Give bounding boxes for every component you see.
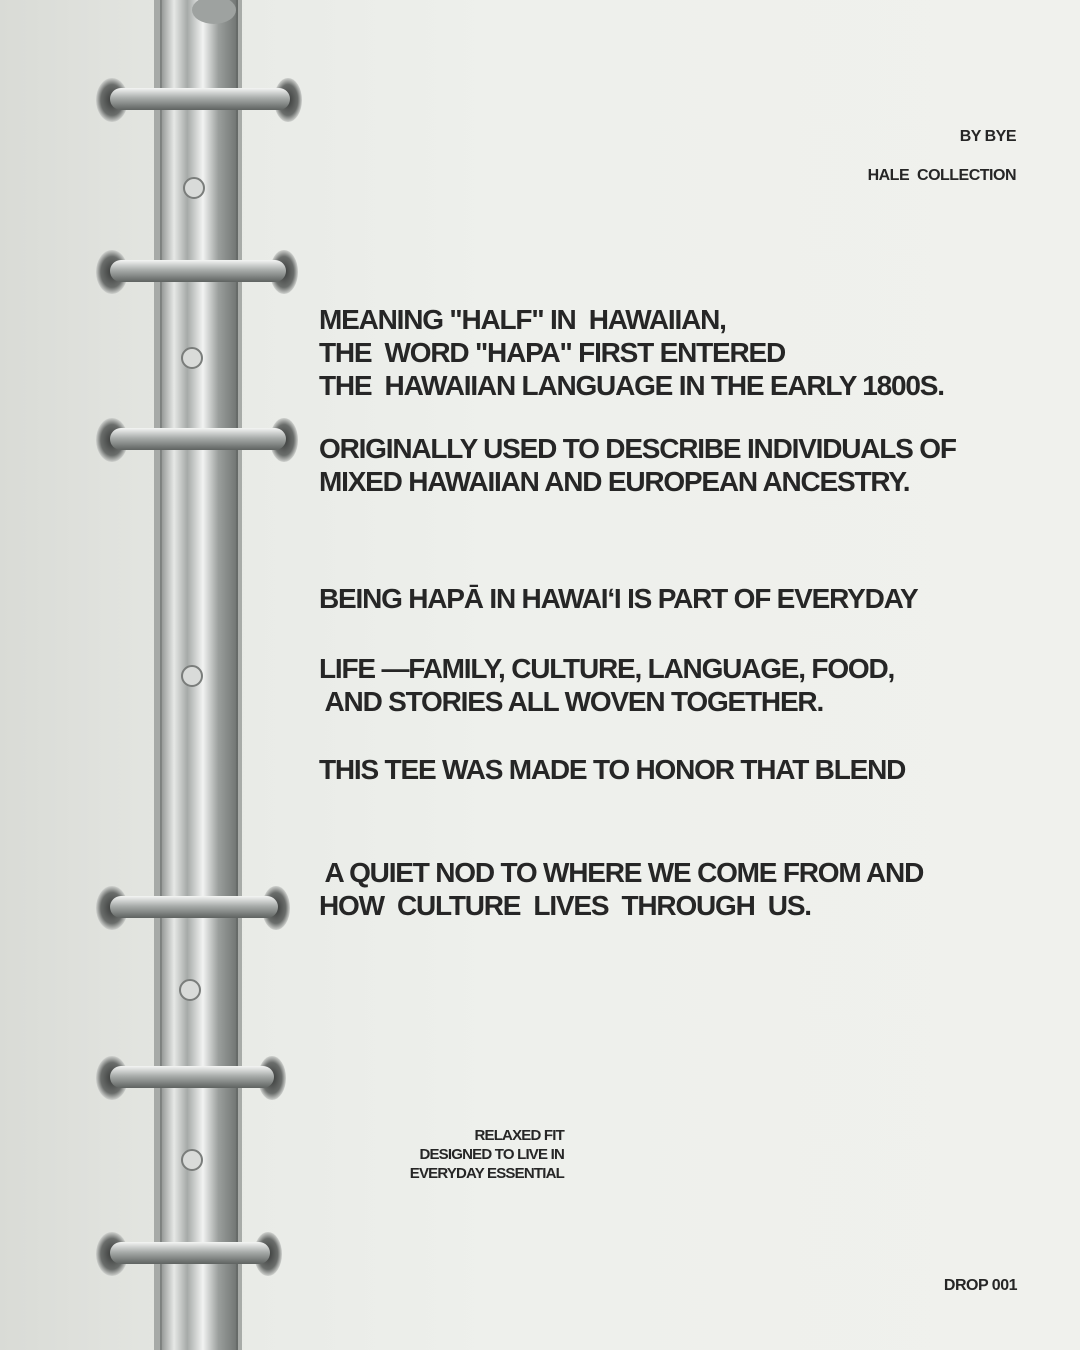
binder-spine-image — [0, 0, 320, 1350]
paragraph-meaning: MEANING "HALF" IN HAWAIIAN, THE WORD "HAPA" FIRST ENTERED THE HAWAIIAN LANGUAGE IN THE EARLY 1800S. — [319, 304, 944, 401]
fit-description — [410, 1126, 564, 1183]
fit-line-designed: DESIGNED TO LIVE IN — [419, 1146, 564, 1163]
paragraph-being-hapa: BEING HAPĀ IN HAWAIʻI IS PART OF EVERYDAY — [319, 583, 918, 614]
brand-label: BY BYE — [959, 128, 1016, 145]
drop-label: DROP 001 — [943, 1277, 1017, 1294]
paragraph-life: LIFE —FAMILY, CULTURE, LANGUAGE, FOOD, AND STORIES ALL WOVEN TOGETHER. — [319, 653, 895, 717]
paragraph-tee: THIS TEE WAS MADE TO HONOR THAT BLEND — [319, 754, 906, 785]
fit-line-essential: EVERYDAY ESSENTIAL — [409, 1165, 564, 1182]
paragraph-origin: ORIGINALLY USED TO DESCRIBE INDIVIDUALS OF MIXED HAWAIIAN AND EUROPEAN ANCESTRY. — [319, 433, 956, 497]
collection-label: HALE COLLECTION — [867, 167, 1016, 184]
fit-line-relaxed: RELAXED FIT — [474, 1127, 564, 1144]
paragraph-quiet-nod: A QUIET NOD TO WHERE WE COME FROM AND HOW CULTURE LIVES THROUGH US. — [319, 857, 924, 921]
